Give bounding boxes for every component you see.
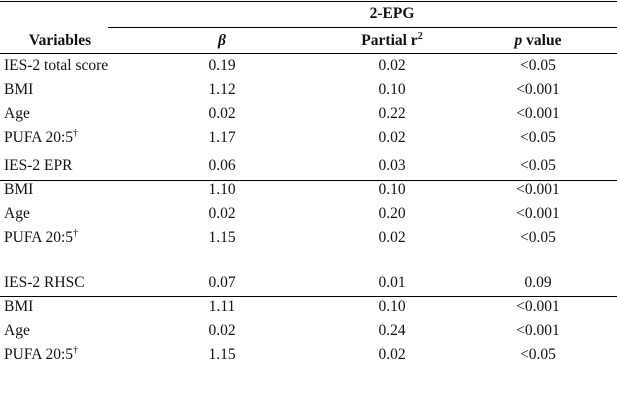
p-value-cell: <0.001: [516, 181, 560, 198]
variable-cell: [4, 104, 30, 124]
variable-label: PUFA 20:5: [4, 129, 74, 146]
p-value-cell: <0.05: [520, 229, 556, 246]
beta-cell: 1.15: [208, 346, 236, 363]
top-rule: [0, 1, 617, 2]
header-partial-r-label: Partial r: [361, 32, 418, 49]
header-partial-r-superscript: 2: [417, 30, 423, 42]
variable-cell: [4, 80, 33, 100]
p-value-cell: <0.001: [516, 81, 560, 98]
variable-cell: [4, 180, 33, 200]
dagger-superscript: †: [73, 127, 79, 139]
beta-cell: 0.06: [208, 157, 236, 174]
p-value-cell: <0.001: [516, 105, 560, 122]
partial-r2-cell: 0.22: [378, 105, 406, 122]
variable-cell: [4, 345, 78, 365]
variable-cell: [4, 321, 30, 341]
variable-label: PUFA 20:5: [4, 346, 74, 363]
beta-cell: 1.10: [208, 181, 236, 198]
dagger-superscript: †: [73, 227, 79, 239]
beta-cell: 1.15: [208, 229, 236, 246]
header-partial-r2: [361, 31, 422, 51]
variable-cell: [4, 128, 78, 148]
beta-cell: 0.19: [208, 57, 236, 74]
group-header: 2-EPG: [369, 5, 415, 22]
variable-cell: [4, 297, 33, 317]
p-value-cell: <0.05: [520, 57, 556, 74]
variable-cell: [4, 273, 85, 293]
beta-cell: 0.02: [208, 322, 236, 339]
beta-cell: 1.11: [208, 298, 236, 315]
header-variables: Variables: [28, 32, 92, 49]
partial-r2-cell: 0.10: [378, 181, 406, 198]
variable-label: PUFA 20:5: [4, 229, 74, 246]
partial-r2-cell: 0.02: [378, 57, 406, 74]
partial-r2-cell: 0.02: [378, 129, 406, 146]
p-value-cell: 0.09: [524, 274, 552, 291]
beta-cell: 1.17: [208, 129, 236, 146]
p-value-cell: <0.001: [516, 322, 560, 339]
partial-r2-cell: 0.10: [378, 81, 406, 98]
beta-cell: 0.07: [208, 274, 236, 291]
variable-cell: [4, 156, 72, 176]
header-p-value-label: value: [522, 32, 562, 49]
partial-r2-cell: 0.02: [378, 229, 406, 246]
variable-label: IES-2 total score: [4, 57, 109, 74]
p-value-cell: <0.001: [516, 205, 560, 222]
variable-label: Age: [4, 105, 30, 122]
variable-label: Age: [4, 205, 30, 222]
variable-label: BMI: [4, 81, 34, 98]
variable-cell: [4, 204, 30, 224]
beta-cell: 0.02: [208, 105, 236, 122]
partial-r2-cell: 0.24: [378, 322, 406, 339]
partial-r2-cell: 0.02: [378, 346, 406, 363]
p-value-cell: <0.001: [516, 298, 560, 315]
variable-label: IES-2 EPR: [4, 157, 73, 174]
header-p-letter: p: [514, 32, 523, 49]
block-divider-2: [0, 296, 617, 297]
block-divider-1: [0, 180, 617, 181]
variable-cell: [4, 228, 78, 248]
partial-r2-cell: 0.10: [378, 298, 406, 315]
variable-cell: [4, 56, 108, 76]
variable-label: BMI: [4, 298, 34, 315]
p-value-cell: <0.05: [520, 157, 556, 174]
p-value-cell: <0.05: [520, 346, 556, 363]
variable-label: IES-2 RHSC: [4, 274, 85, 291]
p-value-cell: <0.05: [520, 129, 556, 146]
variable-label: Age: [4, 322, 30, 339]
beta-cell: 0.02: [208, 205, 236, 222]
dagger-superscript: †: [73, 344, 79, 356]
header-p-value: [515, 31, 562, 51]
partial-r2-cell: 0.20: [378, 205, 406, 222]
group-header-rule: [108, 27, 617, 28]
partial-r2-cell: 0.01: [378, 274, 406, 291]
header-beta: β: [218, 32, 226, 49]
variable-label: BMI: [4, 181, 34, 198]
partial-r2-cell: 0.03: [378, 157, 406, 174]
header-rule: [0, 53, 617, 54]
beta-cell: 1.12: [208, 81, 236, 98]
